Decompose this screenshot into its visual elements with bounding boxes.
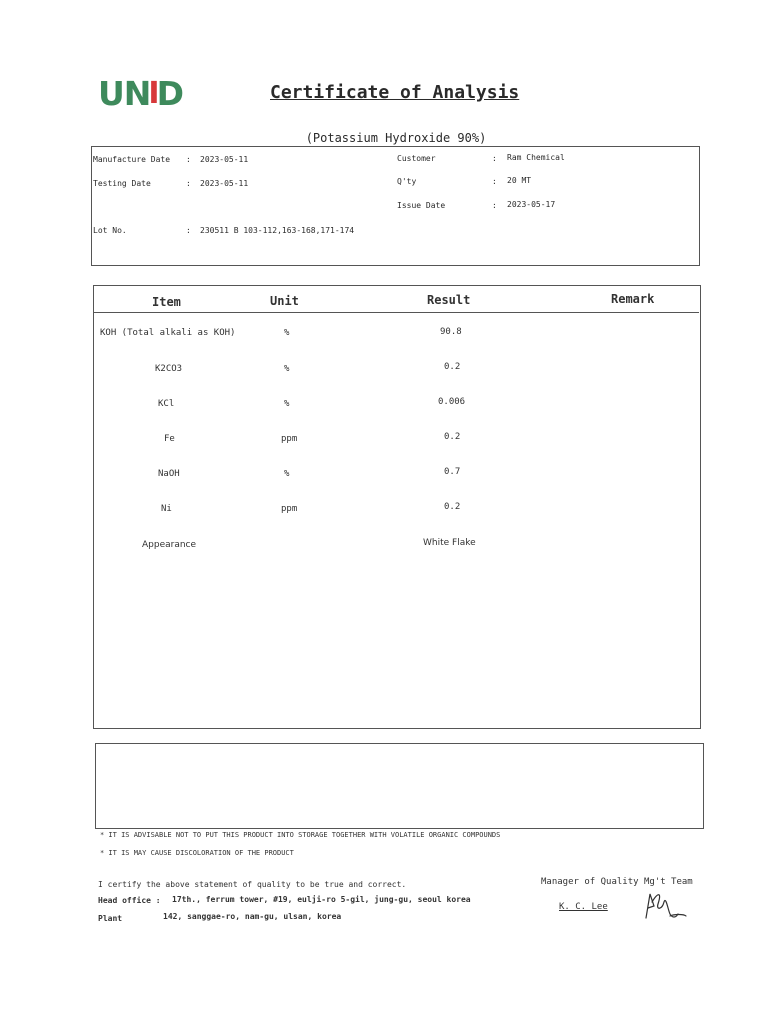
logo-bolt-icon: I	[148, 76, 159, 111]
table-row-item: K2CO3	[155, 364, 183, 374]
table-row-unit: %	[284, 364, 290, 374]
table-row-item: Fe	[164, 434, 175, 444]
table-row-unit: ppm	[281, 504, 298, 514]
table-row-item: KCl	[158, 399, 175, 409]
qty-value: 20 MT	[507, 176, 532, 185]
colon: :	[492, 201, 497, 210]
logo-text-left: UN	[98, 74, 151, 113]
table-row-result: 0.006	[438, 397, 466, 407]
certify-statement: I certify the above statement of quality to be true and correct.	[98, 880, 407, 889]
document-title: Certificate of Analysis	[270, 82, 520, 103]
document-subtitle: (Potassium Hydroxide 90%)	[305, 131, 487, 145]
table-row-result: 0.2	[444, 432, 461, 442]
remarks-box	[95, 743, 704, 829]
table-row-result: 0.2	[444, 502, 461, 512]
column-header-remark: Remark	[611, 292, 655, 306]
customer-label: Customer	[397, 154, 436, 163]
table-header-divider	[93, 312, 699, 313]
plant-label: Plant	[98, 914, 123, 923]
issue-date-label: Issue Date	[397, 201, 446, 210]
table-row-item: NaOH	[158, 469, 180, 479]
lot-no-value: 230511 B 103-112,163-168,171-174	[200, 226, 355, 235]
column-header-unit: Unit	[270, 294, 299, 308]
column-header-item: Item	[152, 295, 181, 309]
table-row-unit: %	[284, 469, 290, 479]
issue-date-value: 2023-05-17	[507, 200, 556, 209]
manager-title: Manager of Quality Mg't Team	[541, 877, 693, 887]
manager-name: K. C. Lee	[559, 902, 608, 912]
table-row-result: White Flake	[423, 538, 476, 548]
table-row-result: 90.8	[440, 327, 462, 337]
manufacture-date-label: Manufacture Date	[93, 155, 171, 164]
table-row-item: KOH (Total alkali as KOH)	[100, 328, 236, 338]
table-row-unit: ppm	[281, 434, 298, 444]
signature-icon	[640, 888, 690, 926]
customer-value: Ram Chemical	[507, 153, 565, 162]
note-discoloration: * IT IS MAY CAUSE DISCOLORATION OF THE PRODUCT	[100, 849, 294, 857]
company-logo	[98, 74, 183, 113]
table-row-result: 0.7	[444, 467, 461, 477]
colon: :	[186, 226, 191, 235]
results-table	[93, 285, 701, 729]
colon: :	[492, 154, 497, 163]
table-row-unit: %	[284, 399, 290, 409]
lot-no-label: Lot No.	[93, 226, 127, 235]
plant-address: 142, sanggae-ro, nam-gu, ulsan, korea	[163, 912, 342, 921]
head-office-label: Head office :	[98, 896, 161, 905]
logo-text-right: D	[156, 74, 183, 113]
table-row-item: Appearance	[142, 540, 197, 550]
table-row-unit: %	[284, 328, 290, 338]
colon: :	[492, 177, 497, 186]
table-row-item: Ni	[161, 504, 172, 514]
column-header-result: Result	[427, 293, 471, 307]
testing-date-value: 2023-05-11	[200, 179, 249, 188]
testing-date-label: Testing Date	[93, 179, 151, 188]
colon: :	[186, 179, 191, 188]
colon: :	[186, 155, 191, 164]
head-office-address: 17th., ferrum tower, #19, eulji-ro 5-gil, jung-gu, seoul korea	[172, 895, 471, 904]
manufacture-date-value: 2023-05-11	[200, 155, 249, 164]
note-storage: * IT IS ADVISABLE NOT TO PUT THIS PRODUCT INTO STORAGE TOGETHER WITH VOLATILE ORGANIC COMPOUNDS	[100, 831, 501, 839]
qty-label: Q'ty	[397, 177, 417, 186]
info-box	[91, 146, 700, 266]
table-row-result: 0.2	[444, 362, 461, 372]
